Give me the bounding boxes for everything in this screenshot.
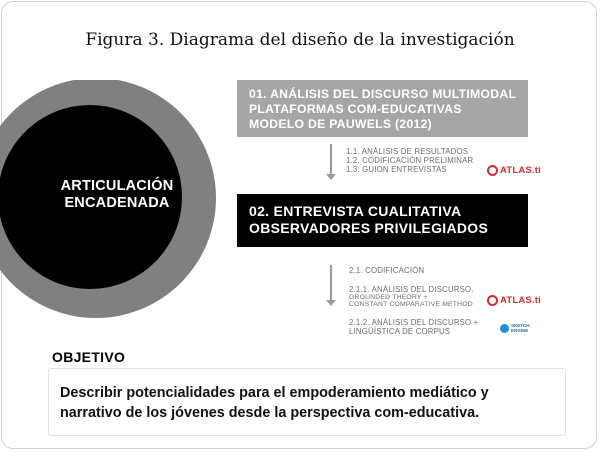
atlas-ti-logo xyxy=(487,295,541,306)
phase2-step-2-line2: GROUNDED THEORY + xyxy=(349,294,428,301)
atlas-ti-icon xyxy=(487,165,498,176)
atlas-ti-label: ATLAS.ti xyxy=(500,295,542,306)
phase2-line1: 02. ENTREVISTA CUALITATIVA xyxy=(249,203,462,219)
phase2-step-2-line3: CONSTANT COMPARATIVE METHOD xyxy=(349,301,473,308)
phase2-step-3-line2: LINGÜÍSTICA DE CORPUS xyxy=(349,327,451,336)
objective-heading: OBJETIVO xyxy=(52,349,126,365)
atlas-ti-logo xyxy=(487,165,541,176)
sketch-engine-icon xyxy=(500,324,509,333)
phase1-line1: 01. ANÁLISIS DEL DISCURSO MULTIMODAL xyxy=(249,87,517,101)
circle-label-line2: ENCADENADA xyxy=(64,195,170,211)
objective-box xyxy=(48,368,566,436)
phase2-step-2-line1: 2.1.1. ANÁLISIS DEL DISCURSO. xyxy=(349,285,474,294)
phase1-box xyxy=(237,80,528,137)
phase1-line3: MODELO DE PAUWELS (2012) xyxy=(249,117,433,131)
circle-label-line1: ARTICULACIÓN xyxy=(60,178,174,194)
arrow-down-icon xyxy=(325,144,337,180)
objective-line1: Describir potencialidades para el empoderamiento mediático y xyxy=(60,385,489,401)
phase1-step-2: 1.2. CODIFICACIÓN PRELIMINAR xyxy=(346,156,474,165)
phase1-step-1: 1.1. ANÁLISIS DE RESULTADOS xyxy=(346,147,469,156)
phase2-line2: OBSERVADORES PRIVILEGIADOS xyxy=(249,220,489,236)
atlas-ti-label: ATLAS.ti xyxy=(500,165,542,176)
phase2-step-3-line1: 2.1.2. ANÁLISIS DEL DISCURSO + xyxy=(349,318,479,327)
sketch-engine-logo xyxy=(500,323,530,333)
atlas-ti-icon xyxy=(487,295,498,306)
phase2-box xyxy=(237,194,528,247)
phase2-step-1: 2.1. CODIFICACIÓN xyxy=(349,266,425,275)
circle-label xyxy=(42,178,192,212)
sketch-engine-label: SKETCH ENGINE xyxy=(511,323,530,333)
phase1-step-3: 1.3. GUION ENTREVISTAS xyxy=(346,165,447,174)
figure-title: Figura 3. Diagrama del diseño de la investigación xyxy=(85,30,515,50)
phase1-line2: PLATAFORMAS COM-EDUCATIVAS xyxy=(249,102,462,116)
objective-line2: narrativo de los jóvenes desde la perspectiva com-educativa. xyxy=(60,405,480,421)
arrow-down-icon xyxy=(325,265,337,307)
